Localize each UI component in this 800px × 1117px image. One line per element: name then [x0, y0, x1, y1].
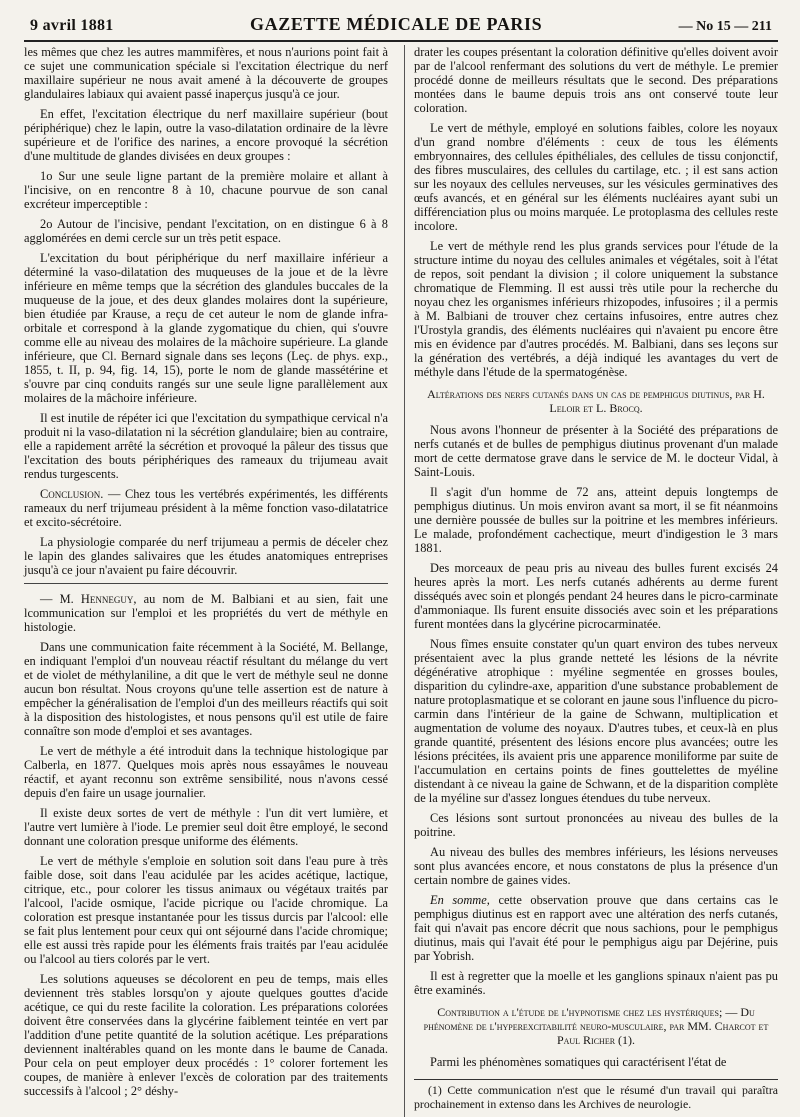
- communication-text: au nom de M. Balbiani et au sien, fait une lcommunication sur l'emploi et les propriétés du vert de méthyle en histologie.: [24, 592, 388, 634]
- page-number: — No 15 — 211: [678, 19, 772, 34]
- section-divider: [24, 583, 388, 584]
- paragraph: 1o Sur une seule ligne partant de la première molaire et allant à l'incisive, on en rencontre 8 à 10, chacune pourvue de son canal excréteur imperceptible :: [24, 169, 388, 211]
- conclusion-text: — Chez tous les vertébrés expérimentés, les différents rameaux du nerf trijumeau président à la même fonction vaso-dilatatrice et excito-sécrétoire.: [24, 487, 388, 529]
- paragraph: drater les coupes présentant la coloration définitive qu'elles doivent avoir par de l'alcool renfermant des solutions du vert de méthyle. Le premier procédé donne de meilleurs résultats que le second. Des préparations montées dans le baume depuis trois ans ont conservé toute leur coloration.: [414, 45, 778, 115]
- paragraph: Le vert de méthyle, employé en solutions faibles, colore les noyaux d'un grand nombre d'éléments : ceux de tous les éléments embryonnaires, des cellules épithéliales, des cellules de tissu conjonctif, des fibres musculaires, des cellules du cartilage, etc. ; il est sans action sur les noyaux des cellules nerveuses, sur les vésicules germinatives des œufs avancés, et en général sur les éléments nucléaires ayant subi un différenciation plus ou moins marquée. Le protoplasma des cellules reste incolore.: [414, 121, 778, 233]
- paragraph: Il est à regretter que la moelle et les ganglions spinaux n'aient pas pu être examinés.: [414, 969, 778, 997]
- footnote: (1) Cette communication n'est que le résumé d'un travail qui paraîtra prochainement in extenso dans les Archives de neurologie.: [414, 1083, 778, 1111]
- paragraph: Parmi les phénomènes somatiques qui caractérisent l'état de: [430, 1055, 727, 1069]
- paragraph: La physiologie comparée du nerf trijumeau a permis de déceler chez le lapin des glandes salivaires que les études anatomiques entreprises jusqu'à ce jour n'avaient pu faire découvrir.: [24, 535, 388, 577]
- paragraph: Le vert de méthyle rend les plus grands services pour l'étude de la structure intime du noyau des cellules animales et végétales, soit à l'état de repos, soit pendant la division ; il colore uniquement la substance chromatique de Flemming. Il est aussi très utile pour la recherche du noyau chez les organismes inférieurs rhizopodes, infusoires ; il a permis à M. Balbiani de trouver chez certains infusoires, entre autres chez l'Urostyla grandis, des éléments nucléaires qui n'avaient pu encore être mis en évidence par d'autres procédés. M. Balbiani, dans ses leçons sur la génération des vertébrés, a déjà indiqué les avantages du vert de méthyle dans l'étude de la spermatogénèse.: [414, 239, 778, 379]
- summary-paragraph: [414, 893, 778, 963]
- paragraph: Dans une communication faite récemment à la Société, M. Bellange, en indiquant l'emploi d'un nouveau réactif résultant du mélange du vert et de violet de méthylaniline, a dit que le vert de méthyle seul ne donne aucun bon résultat. Nous croyons qu'une telle assertion est de nature à empêcher la généralisation de l'emploi d'un des meilleurs réactifs qui soit à la disposition des histologistes, et nous pensons qu'il est utile de faire connaître son mode d'emploi et ses avantages.: [24, 640, 388, 738]
- right-column: [404, 45, 778, 1117]
- section-heading: Altérations des nerfs cutanés dans un cas de pemphigus diutinus, par H. Leloir et L. Brocq.: [427, 387, 765, 415]
- paragraph: Nous fîmes ensuite constater qu'un quart environ des tubes nerveux présentaient avec la plus grande netteté les lésions de la névrite dégénérative atrophique : myéline segmentée en grosses boules, disparition du cylindre-axe, apparition d'une substance probablement de nature protoplasmatique et se colorant en jaune sous l'influence du picro-carmin dans l'intérieur de la gaine de Schwann, multiplication et augmentation de volume des noyaux. D'autres tubes, et ceux-là en plus grande quantité, présentent des lésions encore plus avancées; outre les lésions précitées, ils avaient pris une apparence moniliforme par suite de l'accumulation en certains points de fines gouttelettes de myéline distendant à ce niveau la gaine de Schwann, et de la disparition complète de la myéline sur d'assez longues étendues du tube nerveux.: [414, 637, 778, 805]
- text-columns: [24, 45, 778, 1117]
- conclusion-paragraph: [24, 487, 388, 529]
- left-column: [24, 45, 388, 1117]
- paragraph: Il existe deux sortes de vert de méthyle : l'un dit vert lumière, et l'autre vert lumière à l'iode. Le premier seul doit être employé, le second donnant une coloration presque uniforme des éléments.: [24, 806, 388, 848]
- paragraph: Le vert de méthyle a été introduit dans la technique histologique par Calberla, en 1877. Quelques mois après nous essayâmes le nouveau réactif, et ayant reconnu son extrême sensibilité, nous n'avons cessé depuis d'en faire un usage journalier.: [24, 744, 388, 800]
- paragraph: Ces lésions sont surtout prononcées au niveau des bulles de la poitrine.: [414, 811, 778, 839]
- paragraph: les mêmes que chez les autres mammifères, et nous n'aurions point fait à ce sujet une communication spéciale si l'excitation électrique du nerf maxillaire supérieur ne nous avait amené à la découverte de groupes glandulaires labiaux qui avaient passé inaperçus jusqu'à ce jour.: [24, 45, 388, 101]
- paragraph: Il s'agit d'un homme de 72 ans, atteint depuis longtemps de pemphigus diutinus. Un mois environ avant sa mort, il se fit néanmoins une dernière poussée de bulles sur la poitrine et les membres inférieurs. Le malade, profondément cachectique, meurt d'indigestion le 3 mars 1881.: [414, 485, 778, 555]
- journal-title: GAZETTE MÉDICALE DE PARIS: [250, 14, 543, 34]
- issue-date: 9 avril 1881: [30, 17, 114, 34]
- author-lead: — M. Henneguy,: [40, 592, 137, 606]
- summary-lead: En somme,: [430, 893, 490, 907]
- paragraph: En effet, l'excitation électrique du nerf maxillaire supérieur (bout périphérique) chez le lapin, outre la vaso-dilatation ordinaire de la lèvre supérieure et de l'orifice des narines, a encore provoqué la sécrétion d'une multitude de glandes divisées en deux groupes :: [24, 107, 388, 163]
- paragraph: Les solutions aqueuses se décolorent en peu de temps, mais elles deviennent très stables lorsqu'on y ajoute quelques gouttes d'acide acétique, ce qui du reste facilite la coloration. Les préparations colorées doivent être conservées dans la glycérine faiblement teintée en vert par l'addition d'une petite quantité de la solution acétique. Les préparations deviennent inaltérables quand on les monte dans le baume de Canada. Pour cela on peut employer deux procédés : 1° colorer fortement les coupes, de manière à enlever l'excès de coloration par des traitements successifs à l'alcool ; 2° déshy-: [24, 972, 388, 1098]
- footnote-rule: [414, 1079, 778, 1080]
- communication-intro: [24, 592, 388, 634]
- paragraph: Au niveau des bulles des membres inférieurs, les lésions nerveuses sont plus avancées encore, et nous constatons de plus la présence d'un certain nombre de gaines vides.: [414, 845, 778, 887]
- paragraph: 2o Autour de l'incisive, pendant l'excitation, on en distingue 6 à 8 agglomérées en demi cercle sur un très petit espace.: [24, 217, 388, 245]
- paragraph: Il est inutile de répéter ici que l'excitation du sympathique cervical n'a produit ni la vaso-dilatation ni la sécrétion glandulaire; bien au contraire, elle a rapidement arrêté la sécrétion et provoqué la pâleur des tissus que l'excitation des bouts périphériques des rameaux du trijumeau avait rendus turgescents.: [24, 411, 388, 481]
- conclusion-lead: Conclusion.: [40, 487, 104, 501]
- paragraph: Des morceaux de peau pris au niveau des bulles furent excisés 24 heures après la mort. Les nerfs cutanés adhérents au derme furent disséqués avec soin et plongés pendant 24 heures dans le picro-carminate d'ammoniaque. Ils furent ensuite dissociés avec soin et les préparations furent montées dans la glycérine picrocarminatée.: [414, 561, 778, 631]
- section-heading: Contribution a l'étude de l'hypnotisme chez les hystériques; — Du phénomène de l'hyperexcitabilité neuro-musculaire, par MM. Charcot et Paul Richer (1).: [423, 1005, 769, 1047]
- paragraph: L'excitation du bout périphérique du nerf maxillaire inférieur a déterminé la vaso-dilatation des muqueuses de la joue et de la lèvre inférieure en même temps que la sécrétion des glandules buccales de la muqueuse de la joue, et des deux glandes molaires dont la supérieure, bien étudiée par Krause, a reçu de cet auteur le nom de glande infra-orbitale et correspond à la glande zygomatique du chien, qui s'ouvre comme elle au niveau des molaires de la mâchoire supérieure. La glande inférieure, que Cl. Bernard signale dans ses leçons (Leç. de phys. exp., 1855, t. II, p. 94, fig. 14, 15), porte le nom de glande massétérine et s'ouvre par cinq conduits rangés sur une seule ligne parallèlement aux molaires de la mâchoire inférieure.: [24, 251, 388, 405]
- page-header: [24, 14, 778, 42]
- paragraph: Le vert de méthyle s'emploie en solution soit dans l'eau pure à très faible dose, soit dans l'eau acidulée par les acides acétique, lactique, citrique, etc., pour colorer les tissus animaux ou végétaux traités par l'alcool, l'acide osmique, l'acide picrique ou l'acide chromique. La coloration est presque instantanée pour les tissus durcis par l'alcool: elle se fait plus lentement pour ceux qui ont séjourné dans l'acide chromique; elle est aussi très rapide pour les éléments frais traités par l'eau acidulée ou l'alcool au tiers colorés par le vert.: [24, 854, 388, 966]
- summary-text: cette observation prouve que dans certains cas le pemphigus diutinus est en rapport avec une altération des nerfs cutanés, fait qui n'avait pas encore décrit que nous sachions, pour le pemphigus diutinus, mais qui l'avait été pour le pemphigus aigu par Dejérine, puis par Yobrish.: [414, 893, 778, 963]
- paragraph: Nous avons l'honneur de présenter à la Société des préparations de nerfs cutanés et de bulles de pemphigus diutinus provenant d'un malade mort de cette dermatose grave dans le service de M. le docteur Vidal, à Saint-Louis.: [414, 423, 778, 479]
